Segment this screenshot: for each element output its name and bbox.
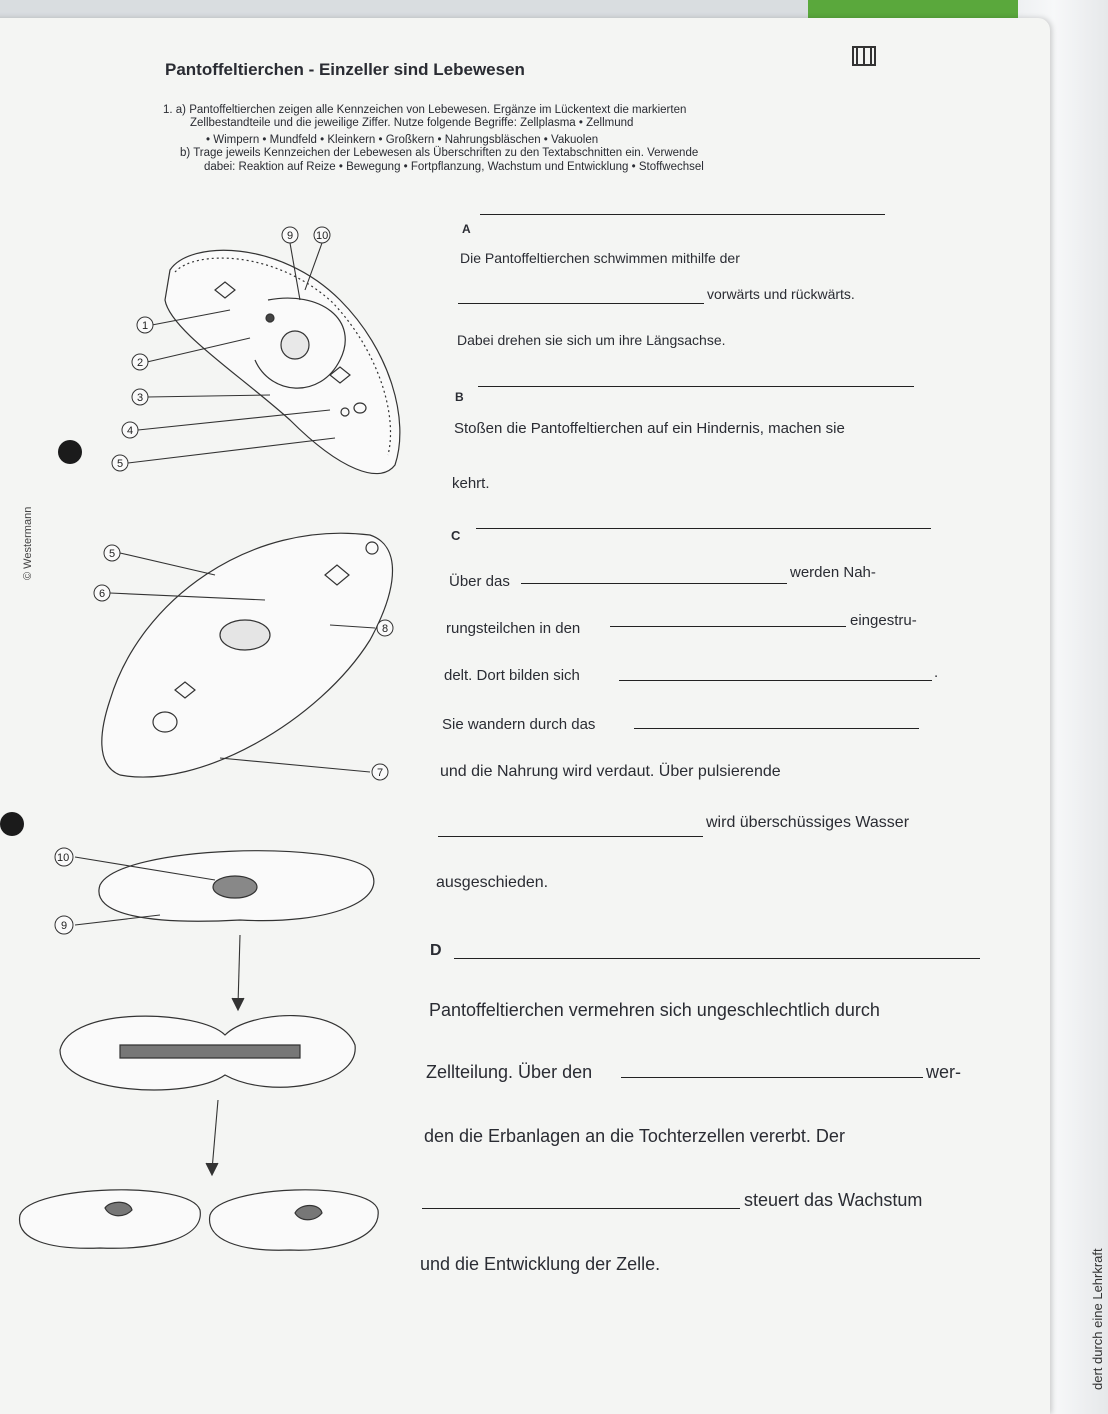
- label-8: 8: [382, 623, 389, 635]
- section-d-label: D: [430, 942, 442, 959]
- section-b-line-1: Stoßen die Pantoffeltierchen auf ein Hindernis, machen sie: [454, 420, 845, 437]
- label-10: 10: [316, 230, 329, 242]
- page-title: Pantoffeltierchen - Einzeller sind Lebewesen: [165, 60, 525, 79]
- section-a-line-2: vorwärts und rückwärts.: [707, 286, 855, 302]
- section-b-line-2: kehrt.: [452, 475, 490, 492]
- task-b-line-1: b) Trage jeweils Kennzeichen der Lebewesen als Überschriften zu den Textabschnitten ein. Verwende: [180, 147, 699, 159]
- section-d-line-2-start: Zellteilung. Über den: [426, 1062, 593, 1082]
- label-10-division: 10: [57, 852, 70, 864]
- label-4: 4: [127, 425, 134, 437]
- label-9: 9: [287, 230, 294, 242]
- section-d-line-2-end: wer-: [926, 1062, 961, 1082]
- section-a-line-3: Dabei drehen sie sich um ihre Längsachse.: [457, 332, 726, 348]
- section-d-line-3: den die Erbanlagen an die Tochterzellen vererbt. Der: [424, 1126, 845, 1146]
- label-6: 6: [99, 588, 106, 600]
- task-a-line-2: Zellbestandteile und die jeweilige Ziffer. Nutze folgende Begriffe: Zellplasma • Zellmund: [190, 117, 634, 129]
- section-d-line-4-end: steuert das Wachstum: [744, 1190, 923, 1210]
- section-c-line-3-end: .: [934, 664, 939, 681]
- section-c-line-3-start: delt. Dort bilden sich: [444, 667, 580, 684]
- task-a-line-1: 1. a) Pantoffeltierchen zeigen alle Kennzeichen von Lebewesen. Ergänze im Lückentext die markierten: [163, 104, 687, 116]
- section-c-line-2-start: rungsteilchen in den: [446, 620, 581, 637]
- task-b-line-2: dabei: Reaktion auf Reize • Bewegung • Fortpflanzung, Wachstum und Entwicklung • Stoffwechsel: [204, 161, 704, 173]
- section-a-line-1: Die Pantoffeltierchen schwimmen mithilfe der: [460, 250, 740, 266]
- section-b-label: B: [455, 390, 464, 404]
- section-c-line-6-end: wird überschüssiges Wasser: [706, 814, 910, 831]
- section-d-line-1: Pantoffeltierchen vermehren sich ungeschlechtlich durch: [429, 1000, 880, 1020]
- section-a-label: A: [462, 222, 471, 236]
- vertical-credit: dert durch eine Lehrkraft: [1090, 1248, 1105, 1390]
- section-c-label: C: [451, 528, 461, 543]
- label-2: 2: [137, 357, 144, 369]
- section-c-line-1-start: Über das: [449, 573, 510, 590]
- section-c-line-1-end: werden Nah-: [790, 564, 876, 581]
- label-7: 7: [377, 767, 384, 779]
- section-c-line-2-end: eingestru-: [850, 612, 917, 629]
- section-c-line-5: und die Nahrung wird verdaut. Über pulsierende: [440, 763, 781, 780]
- label-1: 1: [142, 320, 149, 332]
- label-5: 5: [117, 458, 124, 470]
- label-9-division: 9: [61, 920, 68, 932]
- section-c-line-7: ausgeschieden.: [436, 874, 549, 891]
- label-3: 3: [137, 392, 144, 404]
- task-a-line-3: • Wimpern • Mundfeld • Kleinkern • Großkern • Nahrungsbläschen • Vakuolen: [206, 134, 599, 146]
- label-5-middle: 5: [109, 548, 116, 560]
- copyright-note: © Westermann: [22, 506, 34, 580]
- section-d-line-5: und die Entwicklung der Zelle.: [420, 1254, 661, 1274]
- section-c-line-4-start: Sie wandern durch das: [442, 716, 596, 733]
